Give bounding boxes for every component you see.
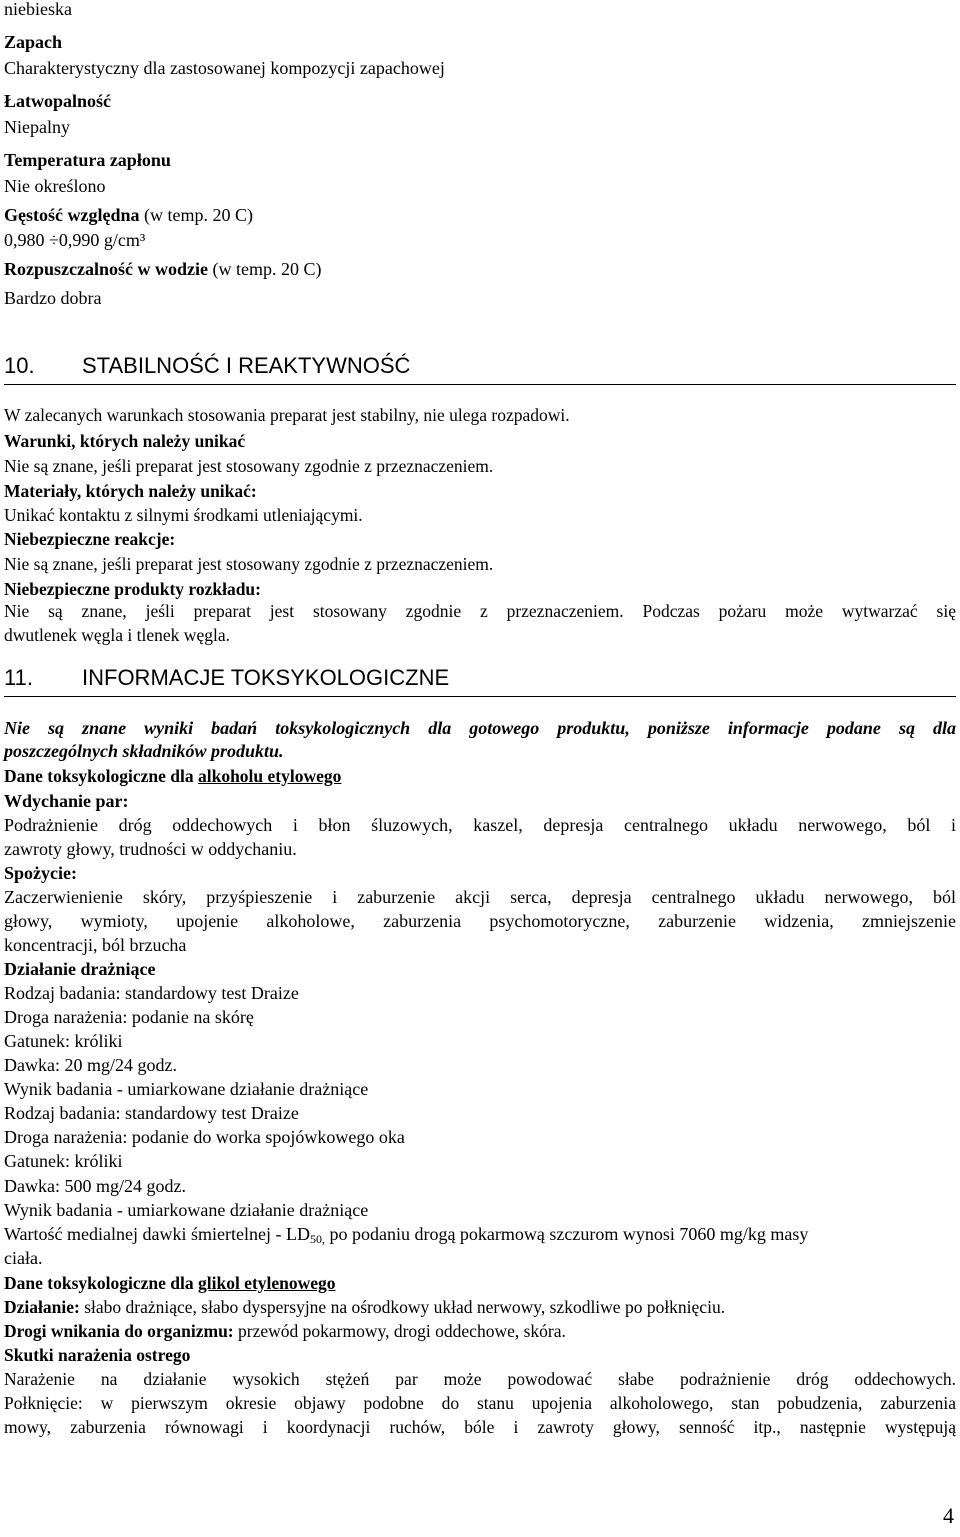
decomposition-line-1: Nie są znane, jeśli preparat jest stosowany zgodnie z przeznaczeniem. Podczas pożaru może wytwarzać się: [4, 601, 956, 621]
ethanol-name: alkoholu etylowego: [197, 766, 342, 786]
ingestion-line-1: Zaczerwienienie skóry, przyśpieszenie i zaburzenie akcji serca, depresja centralnego układu nerwowego, ból: [4, 887, 956, 907]
section-10-number: 10.: [4, 353, 35, 378]
ingestion-label: Spożycie:: [4, 863, 77, 883]
test-2-species: Gatunek: króliki: [4, 1151, 123, 1171]
inhalation-label: Wdychanie par:: [4, 791, 129, 811]
ethanol-heading: [4, 765, 341, 787]
avoid-conditions-value: Nie są znane, jeśli preparat jest stosowany zgodnie z przeznaczeniem.: [4, 456, 494, 476]
decomposition-line-2: dwutlenek węgla i tlenek węgla.: [4, 625, 230, 645]
ingestion-line-3: koncentracji, ból brzucha: [4, 935, 187, 955]
toxicology-note-line-1: Nie są znane wyniki badań toksykologicznych dla gotowego produktu, poniższe informacje podane są dla: [4, 718, 956, 738]
test-1-result: Wynik badania - umiarkowane działanie drażniące: [4, 1079, 369, 1099]
solubility-row: [4, 258, 321, 280]
glycol-heading: [4, 1272, 336, 1294]
flammability-value: Niepalny: [4, 117, 70, 137]
test-2-dose: Dawka: 500 mg/24 godz.: [4, 1176, 186, 1196]
flash-point-label: Temperatura zapłonu: [4, 150, 171, 170]
ingestion-line-2: głowy, wymioty, upojenie alkoholowe, zaburzenia psychomotoryczne, zaburzenie widzenia, zmniejszenie: [4, 911, 956, 931]
solubility-condition: (w temp. 20 C): [207, 259, 322, 279]
density-label: Gęstość względna: [4, 205, 140, 225]
solubility-value: Bardzo dobra: [4, 288, 102, 308]
test-1-species: Gatunek: króliki: [4, 1031, 123, 1051]
avoid-materials-label: Materiały, których należy unikać:: [4, 481, 257, 501]
color-value: niebieska: [4, 0, 72, 19]
test-2-result: Wynik badania - umiarkowane działanie drażniące: [4, 1200, 369, 1220]
acute-effects-line-1: Narażenie na działanie wysokich stężeń par może powodować słabe podrażnienie dróg oddechowych.: [4, 1369, 956, 1389]
inhalation-line-1: Podrażnienie dróg oddechowych i błon śluzowych, kaszel, depresja centralnego układu nerwowego, ból i: [4, 815, 956, 835]
toxicology-note-line-2: poszczególnych składników produktu.: [4, 741, 284, 761]
solubility-label: Rozpuszczalność w wodzie: [4, 259, 208, 279]
ld50-suffix: po podaniu drogą pokarmową szczurom wynosi 7060 mg/kg masy: [324, 1224, 809, 1244]
glycol-routes: [4, 1320, 566, 1342]
glycol-routes-value: przewód pokarmowy, drogi oddechowe, skóra.: [233, 1321, 566, 1341]
acute-effects-line-2: Połknięcie: w pierwszym okresie objawy podobne do stanu upojenia alkoholowego, stan pobudzenia, zaburzenia: [4, 1393, 956, 1413]
section-10-heading: [4, 348, 956, 385]
section-10-title: STABILNOŚĆ I REAKTYWNOŚĆ: [82, 353, 411, 378]
ld50-line-1: [4, 1223, 808, 1245]
irritation-label: Działanie drażniące: [4, 959, 156, 979]
ld50-prefix: Wartość medialnej dawki śmiertelnej - LD: [4, 1224, 310, 1244]
avoid-conditions-label: Warunki, których należy unikać: [4, 431, 246, 451]
hazardous-reactions-value: Nie są znane, jeśli preparat jest stosowany zgodnie z przeznaczeniem.: [4, 554, 494, 574]
glycol-action: [4, 1296, 725, 1318]
odor-value: Charakterystyczny dla zastosowanej kompozycji zapachowej: [4, 58, 445, 78]
stability-intro: W zalecanych warunkach stosowania preparat jest stabilny, nie ulega rozpadowi.: [4, 405, 570, 425]
section-11-heading: [4, 660, 956, 697]
section-11-title: INFORMACJE TOKSYKOLOGICZNE: [82, 665, 450, 690]
test-2-type: Rodzaj badania: standardowy test Draize: [4, 1103, 299, 1123]
section-11-number: 11.: [4, 665, 33, 690]
inhalation-line-2: zawroty głowy, trudności w oddychaniu.: [4, 839, 297, 859]
ld50-line-2: ciała.: [4, 1248, 43, 1268]
flammability-label: Łatwopalność: [4, 91, 112, 111]
decomposition-label: Niebezpieczne produkty rozkładu:: [4, 579, 261, 599]
test-1-route: Droga narażenia: podanie na skórę: [4, 1007, 254, 1027]
acute-effects-line-3: mowy, zaburzenia równowagi i koordynacji ruchów, bóle i zawroty głowy, senność itp., następnie występują: [4, 1417, 956, 1437]
ethanol-heading-prefix: Dane toksykologiczne dla: [4, 766, 198, 786]
glycol-routes-label: Drogi wnikania do organizmu:: [4, 1321, 234, 1341]
glycol-action-value: słabo drażniące, słabo dyspersyjne na ośrodkowy układ nerwowy, szkodliwe po połknięciu.: [79, 1297, 726, 1317]
glycol-heading-prefix: Dane toksykologiczne dla: [4, 1273, 198, 1293]
page-number: 4: [943, 1503, 954, 1528]
glycol-name: glikol etylenowego: [197, 1273, 336, 1293]
test-2-route: Droga narażenia: podanie do worka spojówkowego oka: [4, 1127, 405, 1147]
test-1-type: Rodzaj badania: standardowy test Draize: [4, 983, 299, 1003]
odor-label: Zapach: [4, 32, 63, 52]
acute-effects-label: Skutki narażenia ostrego: [4, 1345, 191, 1365]
test-1-dose: Dawka: 20 mg/24 godz.: [4, 1055, 177, 1075]
flash-point-value: Nie określono: [4, 176, 106, 196]
glycol-action-label: Działanie:: [4, 1297, 80, 1317]
density-value: 0,980 ÷0,990 g/cm³: [4, 230, 146, 250]
density-condition: (w temp. 20 C): [139, 205, 253, 225]
density-row: [4, 204, 253, 226]
hazardous-reactions-label: Niebezpieczne reakcje:: [4, 529, 176, 549]
ld50-subscript: 50,: [309, 1232, 325, 1246]
avoid-materials-value: Unikać kontaktu z silnymi środkami utleniającymi.: [4, 505, 363, 525]
